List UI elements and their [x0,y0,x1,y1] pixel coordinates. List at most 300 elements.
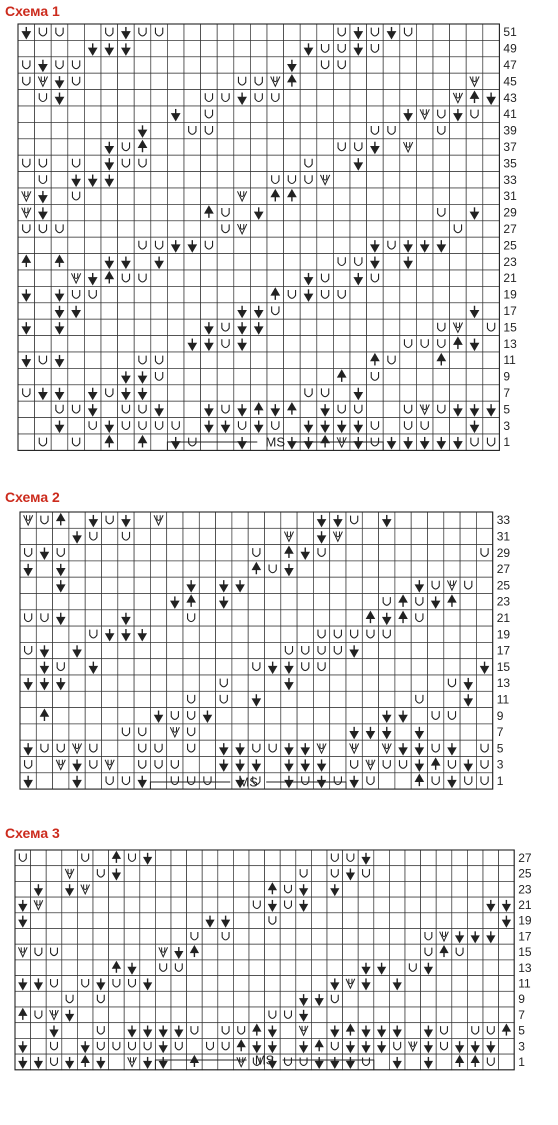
grid-cell [199,691,215,707]
grid-cell [433,188,450,204]
grid-cell [297,626,313,642]
row-number: 23 [496,594,511,609]
grid-cell [134,286,151,302]
grid-cell [411,545,427,561]
grid-cell [124,913,140,929]
grid-cell [134,401,151,417]
grid-cell [267,24,284,40]
grid-cell [217,24,234,40]
grid-cell [118,561,134,577]
grid-cell [201,368,218,384]
grid-cell [433,24,450,40]
grid-cell [36,577,52,593]
grid-cell [84,57,101,73]
grid-cell [330,675,346,691]
grid-cell [31,929,47,945]
grid-cell [201,106,218,122]
grid-cell [483,24,500,40]
grid-cell [416,368,433,384]
grid-cell [400,40,417,56]
grid-cell [467,866,483,882]
grid-cell [218,850,234,866]
grid-cell [150,594,166,610]
grid-cell [333,122,350,138]
grid-cell [379,659,395,675]
grid-cell [18,434,35,450]
grid-cell [202,976,218,992]
grid-cell [77,1007,93,1023]
grid-cell [233,850,249,866]
grid-cell [367,73,384,89]
ms-label: MS [254,1052,275,1068]
grid-cell [333,319,350,335]
grid-cell [51,270,68,286]
grid-cell [167,610,183,626]
grid-cell [416,139,433,155]
grid-cell [317,139,334,155]
grid-cell [265,528,281,544]
grid-cell [311,1023,327,1039]
grid-cell [379,626,395,642]
grid-cell [346,528,362,544]
grid-cell [31,991,47,1007]
grid-cell [476,561,492,577]
grid-cell [84,303,101,319]
grid-cell [234,24,251,40]
grid-cell [134,155,151,171]
scheme-1 [0,0,558,480]
grid-cell [483,1054,499,1070]
grid-cell [416,73,433,89]
grid-cell [151,434,168,450]
grid-cell [101,57,118,73]
grid-cell [333,270,350,286]
grid-cell [101,368,118,384]
grid-cell [395,724,411,740]
grid-cell [297,675,313,691]
grid-cell [84,434,101,450]
grid-cell [217,270,234,286]
grid-cell [184,24,201,40]
grid-cell [234,106,251,122]
grid-cell [234,368,251,384]
grid-cell [317,188,334,204]
grid-cell [428,642,444,658]
grid-cell [216,512,232,528]
grid-cell [199,528,215,544]
grid-cell [383,401,400,417]
grid-cell [300,106,317,122]
grid-cell [300,57,317,73]
grid-cell [216,708,232,724]
knitting-chart-grid [0,486,558,821]
grid-cell [93,944,109,960]
grid-cell [333,385,350,401]
grid-cell [400,286,417,302]
grid-cell [311,866,327,882]
grid-cell [118,659,134,675]
grid-cell [124,929,140,945]
grid-cell [433,336,450,352]
grid-cell [69,561,85,577]
grid-cell [466,106,483,122]
grid-cell [31,944,47,960]
grid-cell [466,319,483,335]
grid-cell [134,594,150,610]
grid-cell [68,90,85,106]
grid-cell [374,976,390,992]
grid-cell [171,866,187,882]
grid-cell [35,172,52,188]
grid-cell [171,960,187,976]
grid-cell [68,385,85,401]
grid-cell [421,913,437,929]
grid-cell [367,106,384,122]
grid-cell [280,944,296,960]
grid-cell [85,528,101,544]
grid-cell [450,286,467,302]
grid-cell [167,740,183,756]
grid-cell [395,512,411,528]
grid-cell [400,319,417,335]
grid-cell [20,724,36,740]
grid-cell [109,1007,125,1023]
grid-cell [124,881,140,897]
grid-cell [234,155,251,171]
row-number: 29 [496,545,511,560]
grid-cell [499,1054,515,1070]
grid-cell [249,960,265,976]
grid-cell [483,303,500,319]
grid-cell [297,659,313,675]
grid-cell [134,237,151,253]
grid-cell [433,286,450,302]
grid-cell [267,418,284,434]
grid-cell [317,90,334,106]
grid-cell [232,512,248,528]
grid-cell [416,24,433,40]
grid-cell [216,724,232,740]
grid-cell [284,336,301,352]
grid-cell [15,881,31,897]
grid-cell [118,90,135,106]
grid-cell [405,1023,421,1039]
row-number: 19 [496,627,511,642]
grid-cell [134,57,151,73]
grid-cell [411,528,427,544]
grid-cell [85,561,101,577]
grid-cell [281,577,297,593]
grid-cell [311,960,327,976]
grid-cell [118,418,135,434]
grid-cell [395,626,411,642]
grid-cell [467,1007,483,1023]
grid-cell [151,73,168,89]
grid-cell [284,106,301,122]
grid-cell [374,850,390,866]
grid-cell [383,172,400,188]
grid-cell [140,944,156,960]
grid-cell [68,106,85,122]
grid-cell [400,270,417,286]
grid-cell [483,866,499,882]
grid-cell [483,172,500,188]
grid-cell [140,897,156,913]
grid-cell [102,724,118,740]
grid-cell [284,204,301,220]
grid-cell [93,881,109,897]
grid-cell [416,418,433,434]
grid-cell [68,336,85,352]
scheme-2 [0,486,558,821]
grid-cell [109,976,125,992]
grid-cell [367,319,384,335]
grid-cell [300,237,317,253]
grid-cell [428,740,444,756]
grid-cell [35,418,52,434]
grid-cell [217,254,234,270]
grid-cell [101,286,118,302]
grid-cell [280,866,296,882]
grid-cell [184,40,201,56]
grid-cell [416,385,433,401]
grid-cell [383,40,400,56]
grid-cell [317,368,334,384]
grid-cell [428,545,444,561]
grid-cell [84,286,101,302]
grid-cell [31,866,47,882]
grid-cell [400,90,417,106]
grid-cell [444,512,460,528]
grid-cell [150,626,166,642]
grid-cell [184,385,201,401]
grid-cell [85,740,101,756]
grid-cell [217,319,234,335]
grid-cell [184,401,201,417]
grid-cell [379,773,395,789]
grid-cell [343,944,359,960]
grid-cell [102,691,118,707]
grid-cell [62,960,78,976]
grid-cell [333,106,350,122]
grid-cell [350,172,367,188]
grid-cell [216,773,232,789]
grid-cell [84,122,101,138]
grid-cell [483,336,500,352]
grid-cell [281,626,297,642]
grid-cell [267,336,284,352]
grid-cell [184,254,201,270]
grid-cell [333,73,350,89]
grid-cell [265,642,281,658]
grid-cell [343,1007,359,1023]
grid-cell [101,24,118,40]
grid-cell [151,270,168,286]
grid-cell [151,139,168,155]
grid-cell [265,594,281,610]
grid-cell [346,626,362,642]
grid-cell [362,561,378,577]
grid-cell [296,1054,312,1070]
grid-cell [444,626,460,642]
grid-cell [466,24,483,40]
grid-cell [317,237,334,253]
grid-cell [476,691,492,707]
grid-cell [68,254,85,270]
grid-cell [330,545,346,561]
grid-cell [20,757,36,773]
grid-cell [84,352,101,368]
grid-cell [483,434,500,450]
grid-cell [483,991,499,1007]
grid-cell [85,708,101,724]
grid-cell [350,221,367,237]
grid-cell [77,866,93,882]
grid-cell [155,929,171,945]
grid-cell [450,73,467,89]
grid-cell [330,757,346,773]
grid-cell [428,626,444,642]
grid-cell [400,204,417,220]
grid-cell [101,352,118,368]
grid-cell [367,286,384,302]
grid-cell [124,897,140,913]
grid-cell [150,757,166,773]
grid-cell [84,73,101,89]
row-number: 19 [518,913,532,928]
grid-cell [124,850,140,866]
grid-cell [421,850,437,866]
grid-cell [284,254,301,270]
grid-cell [311,897,327,913]
grid-cell [85,545,101,561]
grid-cell [379,675,395,691]
grid-cell [167,577,183,593]
grid-cell [248,545,264,561]
grid-cell [297,642,313,658]
grid-cell [233,976,249,992]
knitting-chart-grid [0,822,558,1125]
grid-cell [167,336,184,352]
grid-cell [467,991,483,1007]
grid-cell [167,254,184,270]
grid-cell [102,659,118,675]
row-number: 51 [503,25,517,40]
grid-cell [313,724,329,740]
grid-cell [265,757,281,773]
grid-cell [167,73,184,89]
grid-cell [374,929,390,945]
grid-cell [460,577,476,593]
grid-cell [51,122,68,138]
row-number: 37 [503,140,517,154]
grid-cell [234,204,251,220]
grid-cell [184,204,201,220]
grid-cell [201,237,218,253]
grid-cell [155,976,171,992]
grid-cell [265,577,281,593]
grid-cell [248,708,264,724]
grid-cell [267,254,284,270]
grid-cell [84,188,101,204]
grid-cell [77,976,93,992]
grid-cell [374,881,390,897]
grid-cell [134,90,151,106]
grid-cell [374,944,390,960]
grid-cell [330,724,346,740]
grid-cell [327,944,343,960]
grid-cell [333,139,350,155]
grid-cell [350,303,367,319]
grid-cell [77,850,93,866]
grid-cell [436,913,452,929]
grid-cell [35,368,52,384]
grid-cell [201,385,218,401]
grid-cell [367,155,384,171]
grid-cell [265,991,281,1007]
grid-cell [367,303,384,319]
grid-cell [134,40,151,56]
grid-cell [84,368,101,384]
grid-cell [317,40,334,56]
grid-cell [444,561,460,577]
grid-cell [499,866,515,882]
grid-cell [428,659,444,675]
grid-cell [68,418,85,434]
grid-cell [250,254,267,270]
grid-cell [280,850,296,866]
grid-cell [317,24,334,40]
grid-cell [383,204,400,220]
grid-cell [428,577,444,593]
grid-cell [216,545,232,561]
grid-cell [150,561,166,577]
grid-cell [151,319,168,335]
grid-cell [167,642,183,658]
grid-cell [450,254,467,270]
row-number: 17 [496,643,511,658]
grid-cell [167,528,183,544]
grid-cell [18,368,35,384]
grid-cell [46,929,62,945]
grid-cell [118,675,134,691]
grid-cell [450,303,467,319]
grid-cell [476,577,492,593]
grid-cell [217,90,234,106]
grid-cell [421,1007,437,1023]
grid-cell [400,24,417,40]
grid-cell [184,319,201,335]
grid-cell [383,385,400,401]
grid-cell [466,188,483,204]
grid-cell [167,626,183,642]
grid-cell [167,401,184,417]
grid-cell [184,368,201,384]
grid-cell [379,691,395,707]
grid-cell [69,626,85,642]
grid-cell [466,434,483,450]
grid-cell [421,991,437,1007]
grid-cell [84,237,101,253]
grid-cell [280,881,296,897]
grid-cell [167,221,184,237]
grid-cell [281,691,297,707]
grid-cell [433,57,450,73]
grid-cell [416,270,433,286]
grid-cell [36,691,52,707]
grid-cell [216,528,232,544]
grid-cell [483,913,499,929]
